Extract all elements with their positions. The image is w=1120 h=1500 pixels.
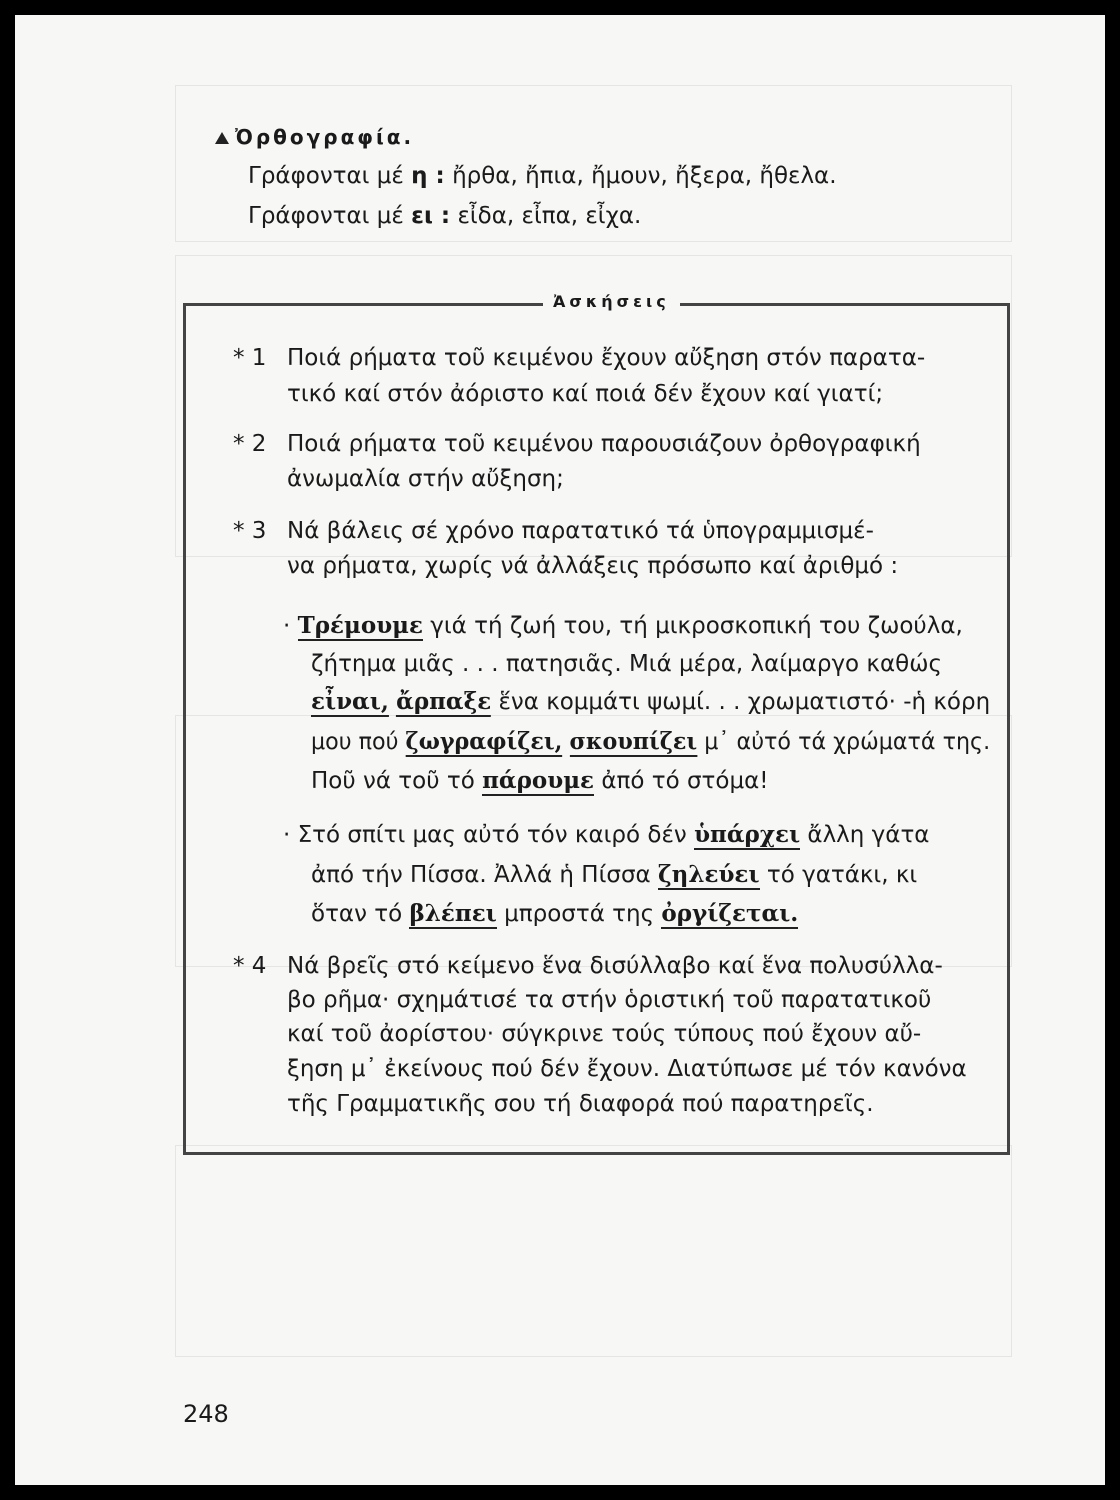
passage-1-line — [283, 612, 963, 639]
underlined-verb: ζωγραφίζει, — [405, 728, 563, 755]
orthography-heading — [215, 125, 414, 149]
exercise-4-line: βο ρῆμα· σχημάτισέ τα στήν ὁριστική τοῦ παρατατικοῦ — [287, 987, 932, 1013]
underlined-verb: ὀργίζεται. — [661, 900, 799, 927]
underlined-verb: ὑπάρχει — [694, 821, 801, 848]
page-number: 248 — [183, 1400, 229, 1428]
passage-text: Στό σπίτι μας αὐτό τόν καιρό δέν — [297, 822, 687, 848]
passage-2-line — [311, 861, 917, 888]
underlined-verb: ζηλεύει — [658, 861, 760, 888]
exercise-1-number: * 1 — [233, 345, 267, 371]
passage-1-line — [311, 767, 768, 794]
exercise-1-line: τικό καί στόν ἀόριστο καί ποιά δέν ἔχουν καί γιατί; — [287, 381, 884, 407]
exercise-4-line: καί τοῦ ἀορίστου· σύγκρινε τούς τύπους πού ἔχουν αὔ- — [287, 1021, 922, 1047]
rule-words: ἤρθα, ἤπια, ἤμουν, ἤξερα, ἤθελα. — [452, 163, 837, 189]
rule-words: εἶδα, εἶπα, εἶχα. — [457, 203, 642, 229]
passage-text: ἀπό τό στόμα! — [601, 768, 769, 794]
exercise-2-number: * 2 — [233, 431, 267, 457]
bullet: · — [283, 822, 291, 848]
passage-text: μου πού — [311, 729, 399, 755]
exercise-4-line: τῆς Γραμματικῆς σου τή διαφορά πού παρατηρεῖς. — [287, 1091, 874, 1117]
underlined-verb: πάρουμε — [482, 767, 595, 794]
rule-letter: η : — [411, 163, 445, 189]
exercise-4-line: Νά βρεῖς στό κείμενο ἕνα δισύλλαβο καί ἕνα πολυσύλλα- — [287, 953, 943, 979]
passage-text: ὅταν τό — [311, 901, 403, 927]
exercise-2-line: Ποιά ρήματα τοῦ κειμένου παρουσιάζουν ὀρθογραφική — [287, 431, 921, 457]
exercise-1-line: Ποιά ρήματα τοῦ κειμένου ἔχουν αὔξηση στόν παρατα- — [287, 345, 926, 371]
passage-text: μπροστά της — [504, 901, 655, 927]
rule-prefix: Γράφονται μέ — [248, 203, 404, 229]
exercise-2-line: ἀνωμαλία στήν αὔξηση; — [287, 466, 564, 492]
exercise-4-line: ξηση μ᾽ ἐκείνους πού δέν ἔχουν. Διατύπωσε μέ τόν κανόνα — [287, 1056, 967, 1082]
passage-2-line — [283, 821, 929, 848]
passage-text: τό γατάκι, κι — [766, 862, 918, 888]
rule-letter: ει : — [411, 203, 451, 229]
exercises-title: Ἀσκήσεις — [543, 292, 680, 311]
passage-text: μ᾽ αὐτό τά χρώματά της. — [704, 729, 991, 755]
page — [15, 15, 1105, 1485]
passage-text: ἕνα κομμάτι ψωμί. . . χρωματιστό· -ἡ κόρη — [498, 689, 991, 715]
exercise-3-line: Νά βάλεις σέ χρόνο παρατατικό τά ὑπογραμμισμέ- — [287, 518, 874, 544]
orthography-title: Ὀρθογραφία. — [235, 125, 415, 149]
passage-1-line: ζήτημα μιᾶς . . . πατησιᾶς. Μιά μέρα, λαίμαργο καθώς — [311, 651, 942, 677]
passage-text: Ποῦ νά τοῦ τό — [311, 768, 475, 794]
bullet: · — [283, 613, 291, 639]
exercise-4-number: * 4 — [233, 953, 267, 979]
passage-text: γιά τή ζωή του, τή μικροσκοπική του ζωούλα, — [430, 613, 963, 639]
passage-2-line — [311, 900, 798, 927]
triangle-icon — [215, 132, 229, 144]
exercise-3-line: να ρήματα, χωρίς νά ἀλλάξεις πρόσωπο καί ἀριθμό : — [287, 553, 899, 579]
bleed-through-box — [175, 1145, 1012, 1357]
exercise-3-number: * 3 — [233, 518, 267, 544]
underlined-verb: σκουπίζει — [569, 728, 698, 755]
passage-1-line — [311, 728, 990, 755]
underlined-verb: εἶναι, — [311, 688, 389, 715]
passage-text: ἄλλη γάτα — [807, 822, 930, 848]
underlined-verb: Τρέμουμε — [297, 612, 423, 639]
orthography-rule-eta — [248, 163, 837, 189]
passage-text: ἀπό τήν Πίσσα. Ἀλλά ἡ Πίσσα — [311, 862, 651, 888]
orthography-rule-ei — [248, 203, 641, 229]
passage-1-line — [311, 688, 990, 715]
underlined-verb: βλέπει — [409, 900, 497, 927]
underlined-verb: ἄρπαξε — [396, 688, 492, 715]
rule-prefix: Γράφονται μέ — [248, 163, 404, 189]
